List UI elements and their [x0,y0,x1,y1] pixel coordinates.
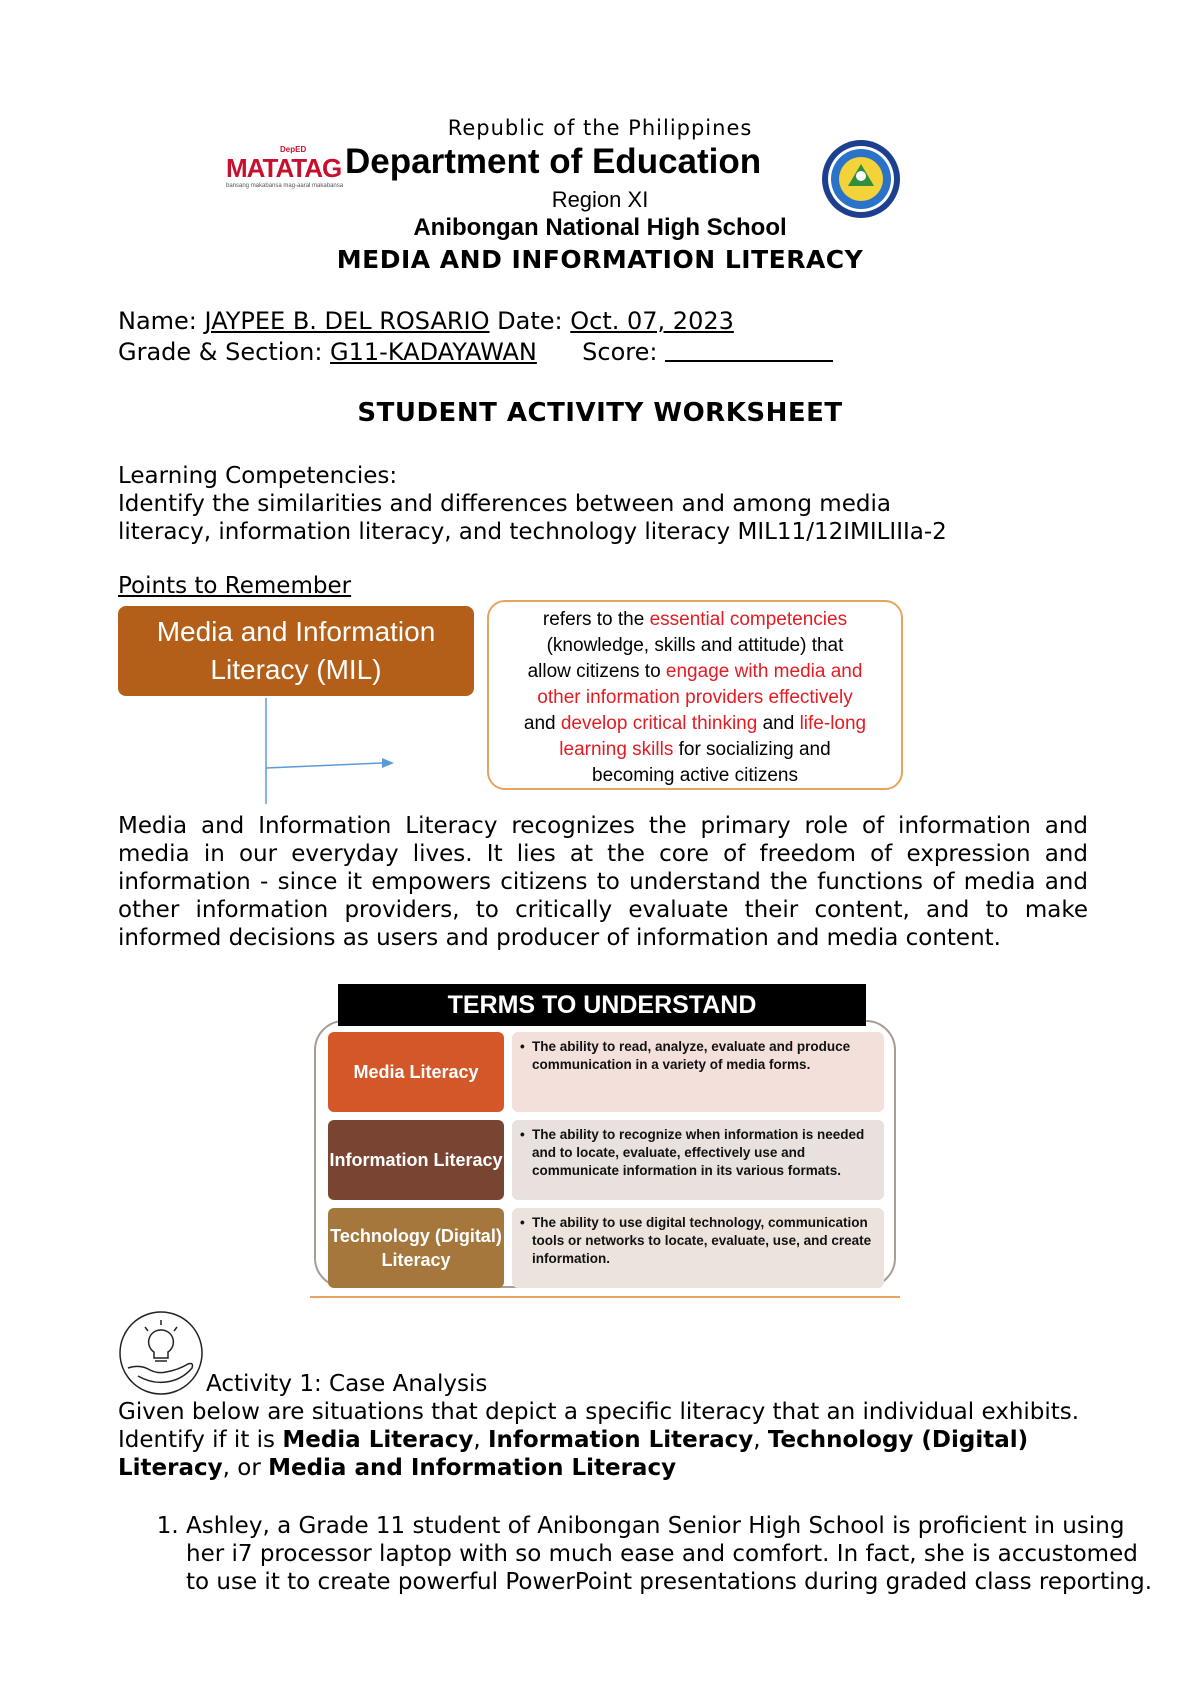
term-definition: • The ability to recognize when information is needed and to locate, evaluate, effectively use and communicate information in its various formats. [512,1120,884,1200]
republic-heading: Republic of the Philippines [447,116,753,140]
mil-box [118,606,474,696]
def-highlight-5: life-long [799,713,867,734]
def-highlight-2: engage with media and [665,661,863,682]
separator: , or [222,1455,269,1481]
date-value[interactable]: Oct. 07, 2023 [570,307,734,335]
mil-box-line-2: Literacy (MIL) [210,654,382,685]
def-text-6: for socializing and [673,739,831,760]
score-label: Score: [582,338,658,366]
lightbulb-hand-icon [118,1310,204,1396]
def-text-7: becoming active citizens [592,765,798,786]
points-heading-wrap [118,572,1088,600]
def-text-4: and [523,713,561,734]
terms-graphic [310,984,900,1302]
deped-mark: DepED [280,145,307,154]
competency-line-2: literacy, information literacy, and technology literacy MIL11/12IMILIIIa-2 [118,519,947,545]
option-mil: Media and Information Literacy [268,1455,677,1481]
def-highlight-4: develop critical thinking [560,713,758,734]
terms-underline [310,1296,900,1298]
mil-box-line-1: Media and Information [156,616,436,647]
def-text-2: (knowledge, skills and attitude) that [546,635,844,656]
worksheet-title: STUDENT ACTIVITY WORKSHEET [357,398,843,428]
def-text-1: refers to the [542,609,650,630]
name-value[interactable]: JAYPEE B. DEL ROSARIO [204,307,490,335]
separator: , [753,1427,768,1453]
term-label: Technology (Digital) Literacy [328,1208,504,1288]
def-highlight-3: other information providers effectively [537,687,853,708]
term-label: Media Literacy [328,1032,504,1112]
mil-paragraph: Media and Information Literacy recognizes the primary role of information and media in our everyday lives. It lies at the core of freedom of expression and information - since it empowers citizens to understand the functions of media and other information providers, to critically evaluate their content, and to make informed decisions as users and producer of information and media content. [118,813,1088,951]
matatag-tagline: bansang makabansa mag-aaral makabansa [226,183,344,189]
term-definition-text: The ability to read, analyze, evaluate and produce communication in a variety of media forms. [532,1039,851,1072]
name-label: Name: [118,307,197,335]
term-definition: • The ability to read, analyze, evaluate and produce communication in a variety of media forms. [512,1032,884,1112]
grade-line [118,338,833,366]
connector-arrow-icon [260,698,400,804]
activity-instructions [118,1398,1088,1482]
case-list [118,1512,1156,1596]
subject-heading: MEDIA AND INFORMATION LITERACY [336,245,864,274]
name-line [118,307,734,335]
term-row-media [328,1032,884,1112]
points-heading: Points to Remember [118,573,352,599]
score-field[interactable] [665,338,833,362]
competencies [118,462,1088,546]
activity-title-prefix: Activity 1: [206,1371,330,1397]
term-definition-text: The ability to use digital technology, communication tools or networks to locate, evaluate, use, and create information. [532,1215,872,1266]
def-text-5: and [757,713,800,734]
option-technology-literacy: Technology (Digital) Literacy [118,1427,1029,1481]
competencies-label: Learning Competencies: [118,463,398,489]
case-item: 1. Ashley, a Grade 11 student of Anibongan Senior High School is proficient in using her i7 processor laptop with so much ease and comfort. In fact, she is accustomed to use it to create powerful PowerPoint presentations during graded class reporting. [186,1512,1156,1596]
def-highlight-1: essential competencies [649,609,848,630]
term-row-information [328,1120,884,1200]
grade-label: Grade & Section: [118,338,323,366]
def-text-3: allow citizens to [527,661,666,682]
option-media-literacy: Media Literacy [282,1427,474,1453]
date-label: Date: [497,307,563,335]
term-label: Information Literacy [328,1120,504,1200]
def-highlight-6: learning skills [559,739,674,760]
term-row-technology [328,1208,884,1288]
instructions-text: Given below are situations that depict a specific literacy that an individual exhibits. Identify if it is [118,1399,1080,1453]
school-heading: Anibongan National High School [413,214,787,241]
matatag-wordmark: MATATAG [226,153,342,183]
activity-title-rest: Case Analysis [329,1371,488,1397]
separator: , [473,1427,488,1453]
region-heading: Region XI [551,187,649,212]
terms-heading: TERMS TO UNDERSTAND [338,984,866,1026]
term-definition: • The ability to use digital technology, communication tools or networks to locate, evaluate, use, and create information. [512,1208,884,1288]
grade-value[interactable]: G11-KADAYAWAN [330,338,537,366]
term-definition-text: The ability to recognize when information is needed and to locate, evaluate, effectively use and communicate information in its various formats. [532,1127,865,1178]
department-heading: Department of Education [345,142,762,181]
mil-definition [487,600,903,790]
competency-line-1: Identify the similarities and differences between and among media [118,491,891,517]
activity-title [206,1370,906,1398]
option-information-literacy: Information Literacy [487,1427,754,1453]
